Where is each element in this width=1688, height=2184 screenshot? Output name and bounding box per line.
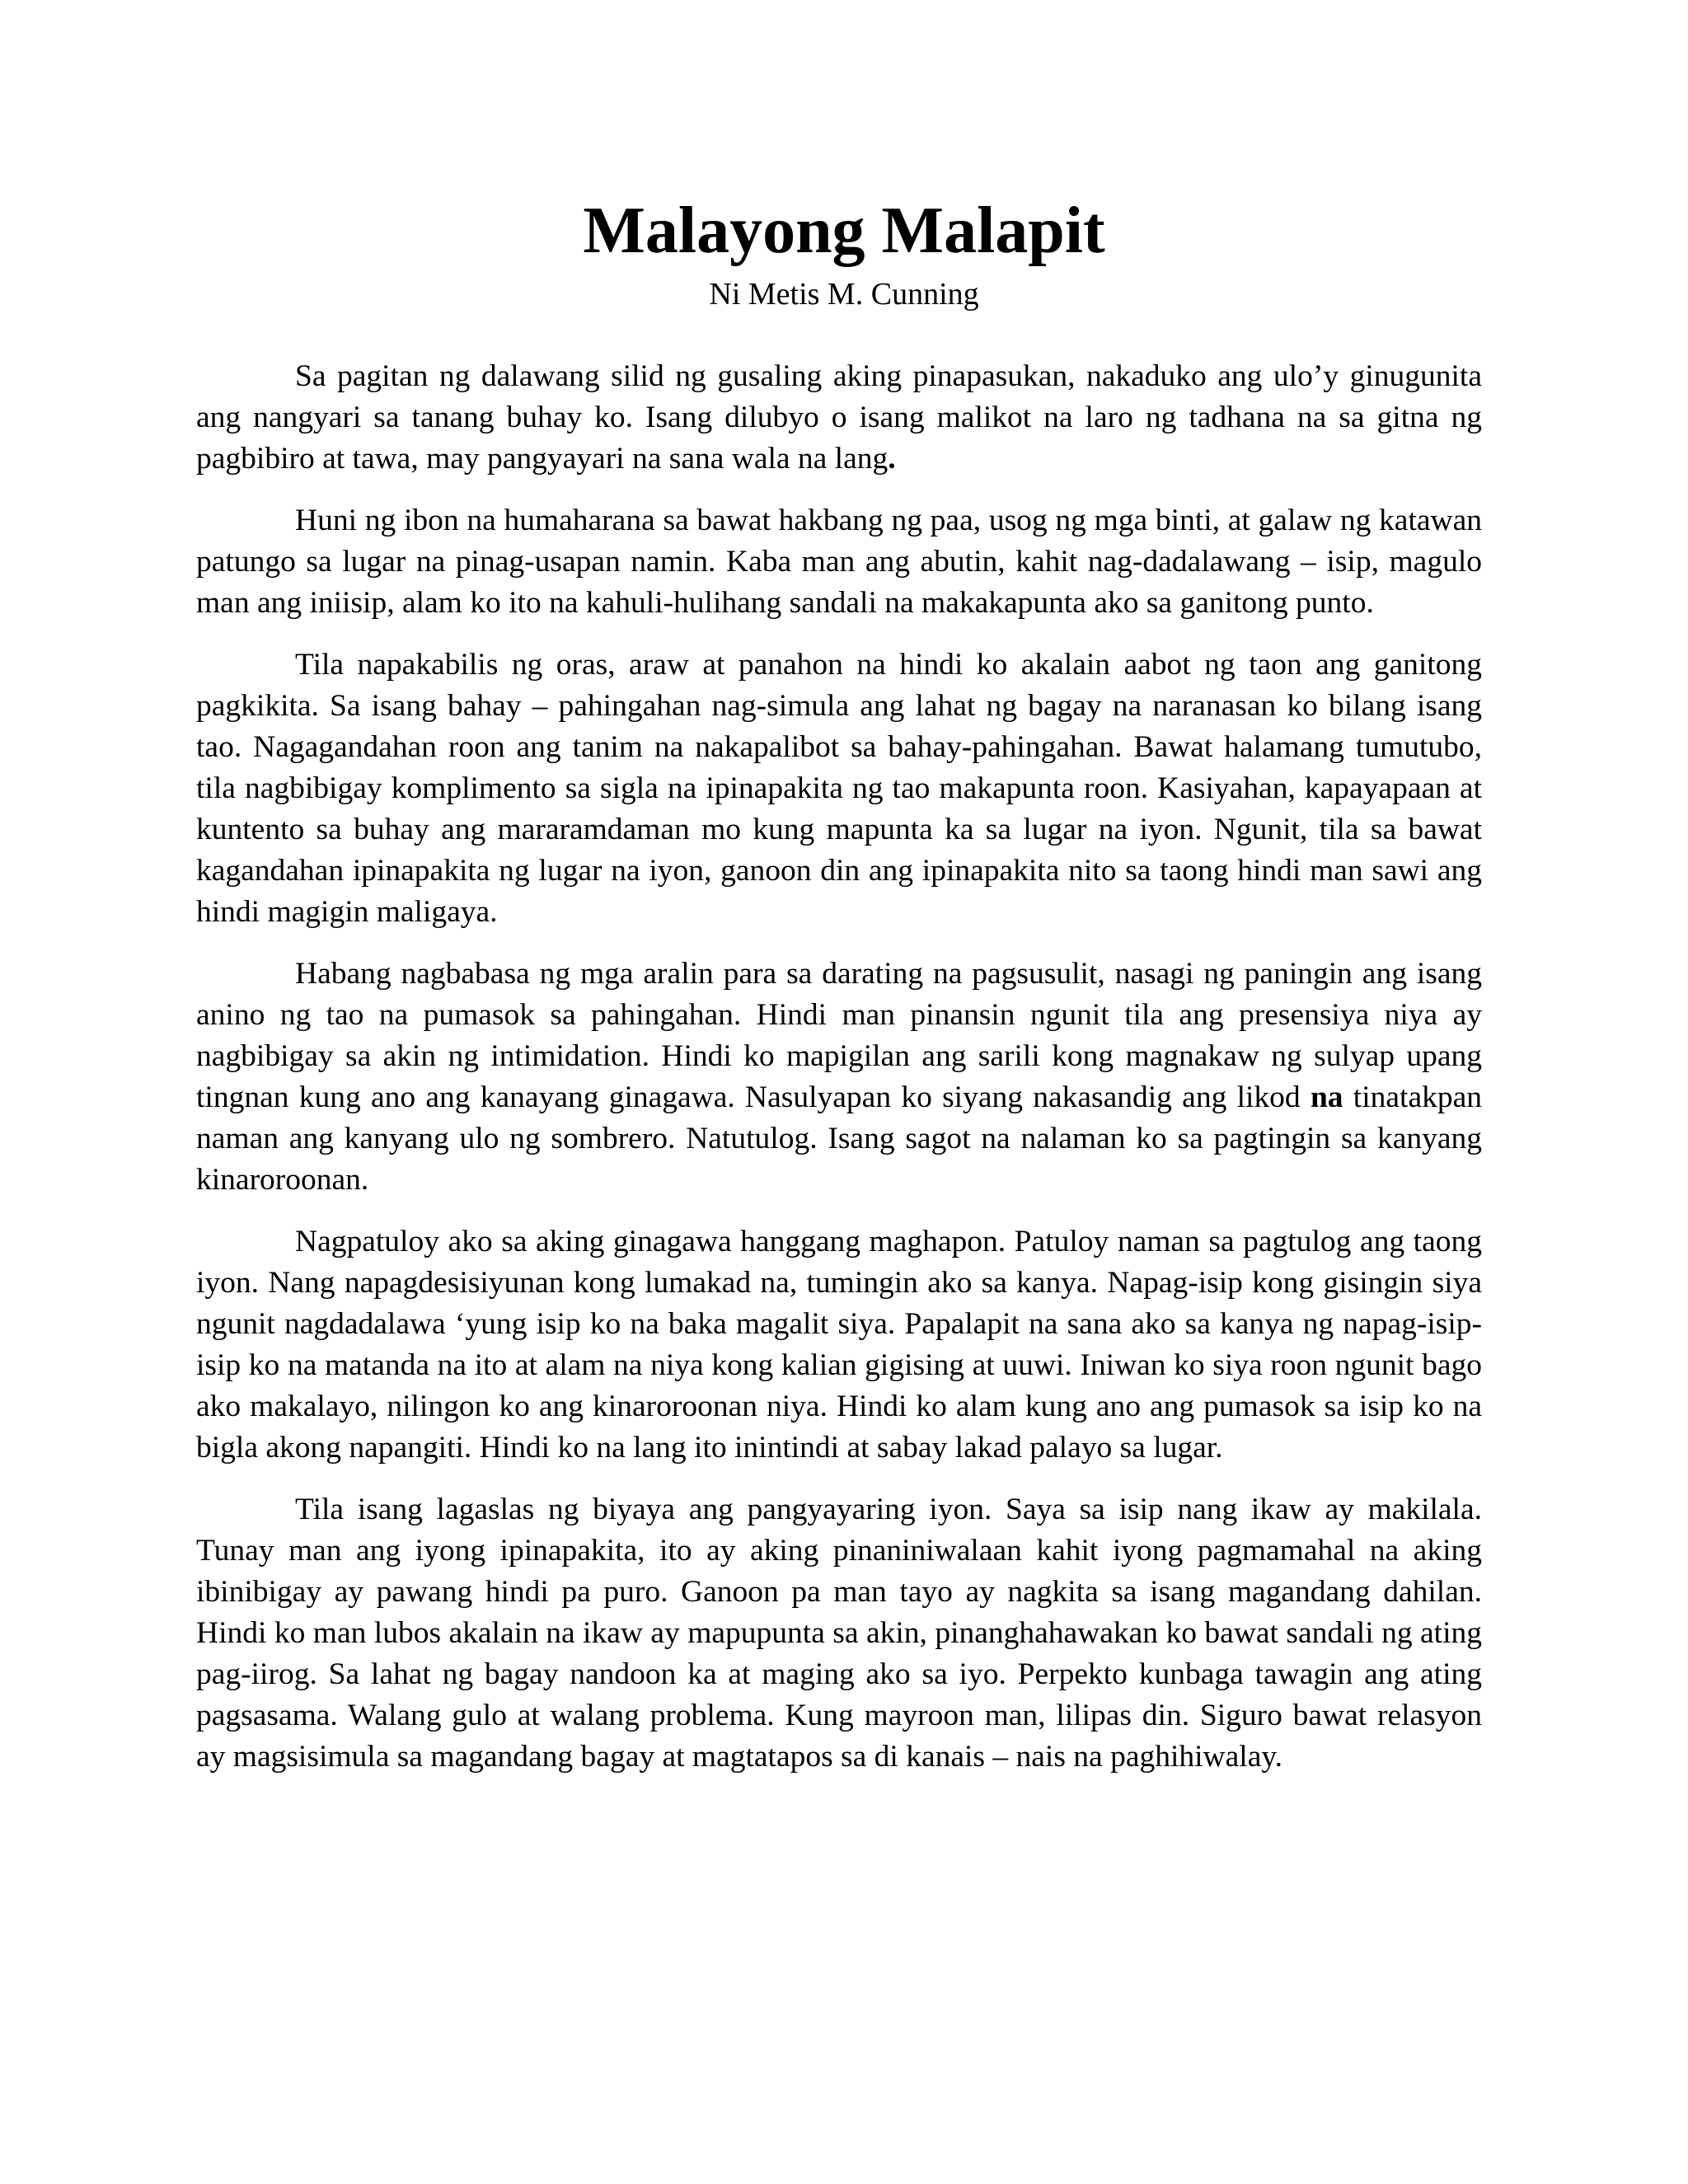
paragraph-1-bold-period: . xyxy=(888,442,896,476)
paragraph-5: Nagpatuloy ako sa aking ginagawa hanggang maghapon. Patuloy naman sa pagtulog ang taong iyon. Nang napagdesisiyunan kong lumakad na, tumingin ako sa kanya. Napag-isip kong gisingin siya ngunit nagdadalawa ‘yung isip ko na baka magalit siya. Papalapit na sana ako sa kanya ng napag-isip-isip ko na matanda na ito at alam na niya kong kalian gigising at uuwi. Iniwan ko siya roon ngunit bago ako makalayo, nilingon ko ang kinaroroonan niya. Hindi ko alam kung ano ang pumasok sa isip ko na bigla akong napangiti. Hindi ko na lang ito inintindi at sabay lakad palayo sa lugar. xyxy=(196,1225,1482,1465)
paragraph-6: Tila isang lagaslas ng biyaya ang pangyayaring iyon. Saya sa isip nang ikaw ay makilala. Tunay man ang iyong ipinapakita, ito ay aking pinaniniwalaan kahit iyong pagmamahal na aking ibinibigay ay pawang hindi pa puro. Ganoon pa man tayo ay nagkita sa isang magandang dahilan. Hindi ko man lubos akalain na ikaw ay mapupunta sa akin, pinanghahawakan ko bawat sandali ng ating pag-iirog. Sa lahat ng bagay nandoon ka at maging ako sa iyo. Perpekto kunbaga tawagin ang ating pagsasama. Walang gulo at walang problema. Kung mayroon man, lilipas din. Siguro bawat relasyon ay magsisimula sa magandang bagay at magtatapos sa di kanais – nais na paghihiwalay. xyxy=(196,1493,1482,1774)
paragraph-1 xyxy=(196,356,1482,480)
paragraph-4 xyxy=(196,954,1482,1201)
paragraph-1-text: Sa pagitan ng dalawang silid ng gusaling aking pinapasukan, nakaduko ang ulo’y ginugunita ang nangyari sa tanang buhay ko. Isang dilubyo o isang malikot na laro ng tadhana na sa gitna ng pagbibiro at tawa, may pangyayari na sana wala na lang xyxy=(196,359,1482,476)
author-byline: Ni Metis M. Cunning xyxy=(709,277,979,312)
document-title: Malayong Malapit xyxy=(583,194,1105,267)
paragraph-2: Huni ng ibon na humaharana sa bawat hakbang ng paa, usog ng mga binti, at galaw ng katawan patungo sa lugar na pinag-usapan namin. Kaba man ang abutin, kahit nag-dadalawang – isip, magulo man ang iniisip, alam ko ito na kahuli-hulihang sandali na makakapunta ako sa ganitong punto. xyxy=(196,504,1482,620)
paragraph-4-bold-word: na xyxy=(1310,1080,1343,1114)
paragraph-4-text-before: Habang nagbabasa ng mga aralin para sa darating na pagsusulit, nasagi ng paningin ang isang anino ng tao na pumasok sa pahingahan. Hindi man pinansin ngunit tila ang presensiya niya ay nagbibigay sa akin ng intimidation. Hindi ko mapigilan ang sarili kong magnakaw ng sulyap upang tingnan kung ano ang kanayang ginagawa. Nasulyapan ko siyang nakasandig ang likod xyxy=(196,957,1482,1114)
paragraph-3: Tila napakabilis ng oras, araw at panahon na hindi ko akalain aabot ng taon ang ganitong pagkikita. Sa isang bahay – pahingahan nag-simula ang lahat ng bagay na naranasan ko bilang isang tao. Nagagandahan roon ang tanim na nakapalibot sa bahay-pahingahan. Bawat halamang tumutubo, tila nagbibigay komplimento sa sigla na ipinapakita ng tao makapunta roon. Kasiyahan, kapayapaan at kuntento sa buhay ang mararamdaman mo kung mapunta ka sa lugar na iyon. Ngunit, tila sa bawat kagandahan ipinapakita ng lugar na iyon, ganoon din ang ipinapakita nito sa taong hindi man sawi ang hindi magigin maligaya. xyxy=(196,648,1482,929)
story-body xyxy=(196,356,1482,1778)
paragraph-4-text-after: tinatakpan naman ang kanyang ulo ng sombrero. Natutulog. Isang sagot na nalaman ko sa pagtingin sa kanyang kinaroroonan. xyxy=(196,1080,1482,1197)
